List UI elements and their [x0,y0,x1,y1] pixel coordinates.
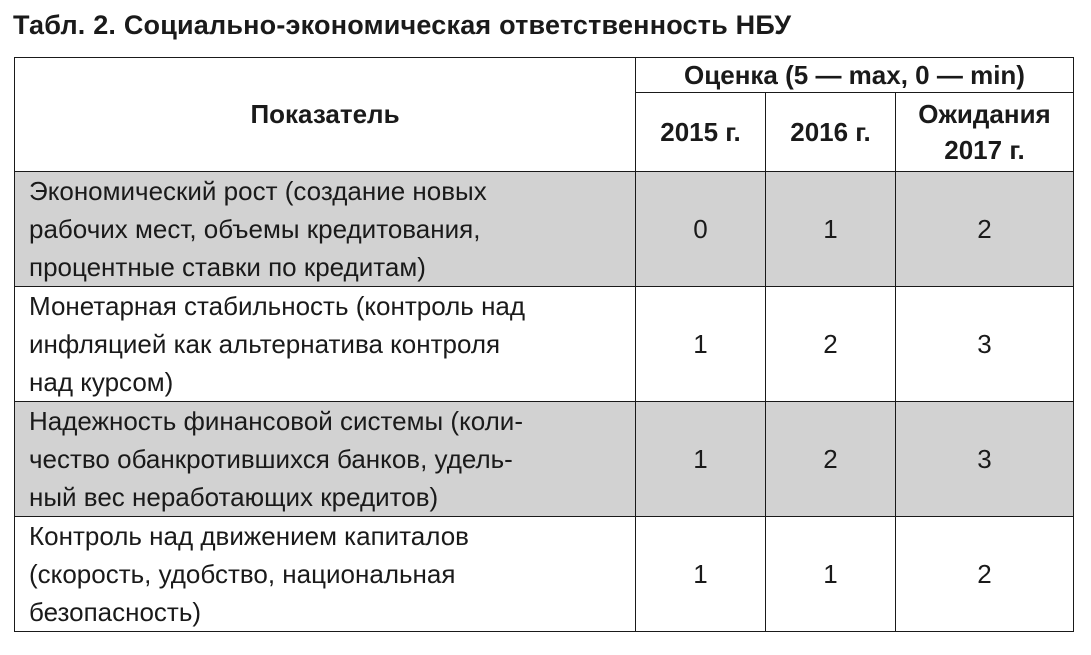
value-2015: 0 [636,172,766,287]
value-2016: 1 [766,517,896,632]
indicator-line: Монетарная стабильность (контроль над [29,291,526,321]
indicator-line: безопасность) [29,597,202,627]
indicator-cell [15,517,636,632]
header-indicator: Показатель [15,58,636,172]
indicator-line: ный вес неработающих кредитов) [29,482,439,512]
value-2015: 1 [636,287,766,402]
header-year-2016: 2016 г. [766,93,896,172]
value-2017-expected: 3 [896,402,1074,517]
indicator-line: инфляцией как альтернатива контроля [29,329,501,359]
indicator-cell [15,172,636,287]
value-2017-expected: 3 [896,287,1074,402]
indicator-line: (скорость, удобство, национальная [29,559,456,589]
value-2017-expected: 2 [896,517,1074,632]
header-year-2015: 2015 г. [636,93,766,172]
indicator-line: чество обанкротившихся банков, удель- [29,444,513,474]
value-2016: 2 [766,287,896,402]
indicator-line: Экономический рост (создание новых [29,176,487,206]
header-score: Оценка (5 — max, 0 — min) [636,58,1074,93]
responsibility-table [14,57,1074,632]
value-2015: 1 [636,517,766,632]
indicator-cell [15,402,636,517]
table-row [15,172,1074,287]
value-2015: 1 [636,402,766,517]
indicator-line: над курсом) [29,367,174,397]
table-row [15,517,1074,632]
table-row [15,402,1074,517]
value-2017-expected: 2 [896,172,1074,287]
indicator-line: рабочих мест, объемы кредитования, [29,214,481,244]
header-expectations-year: 2017 г. [944,135,1025,165]
indicator-cell [15,287,636,402]
value-2016: 1 [766,172,896,287]
indicator-line: Контроль над движением капиталов [29,521,469,551]
table-caption: Табл. 2. Социально-экономическая ответственность НБУ [13,10,792,40]
value-2016: 2 [766,402,896,517]
header-expectations-label: Ожидания [918,99,1051,129]
indicator-line: Надежность финансовой системы (коли- [29,406,523,436]
indicator-line: процентные ставки по кредитам) [29,252,426,282]
table-row [15,287,1074,402]
header-expectations-2017 [896,93,1074,172]
